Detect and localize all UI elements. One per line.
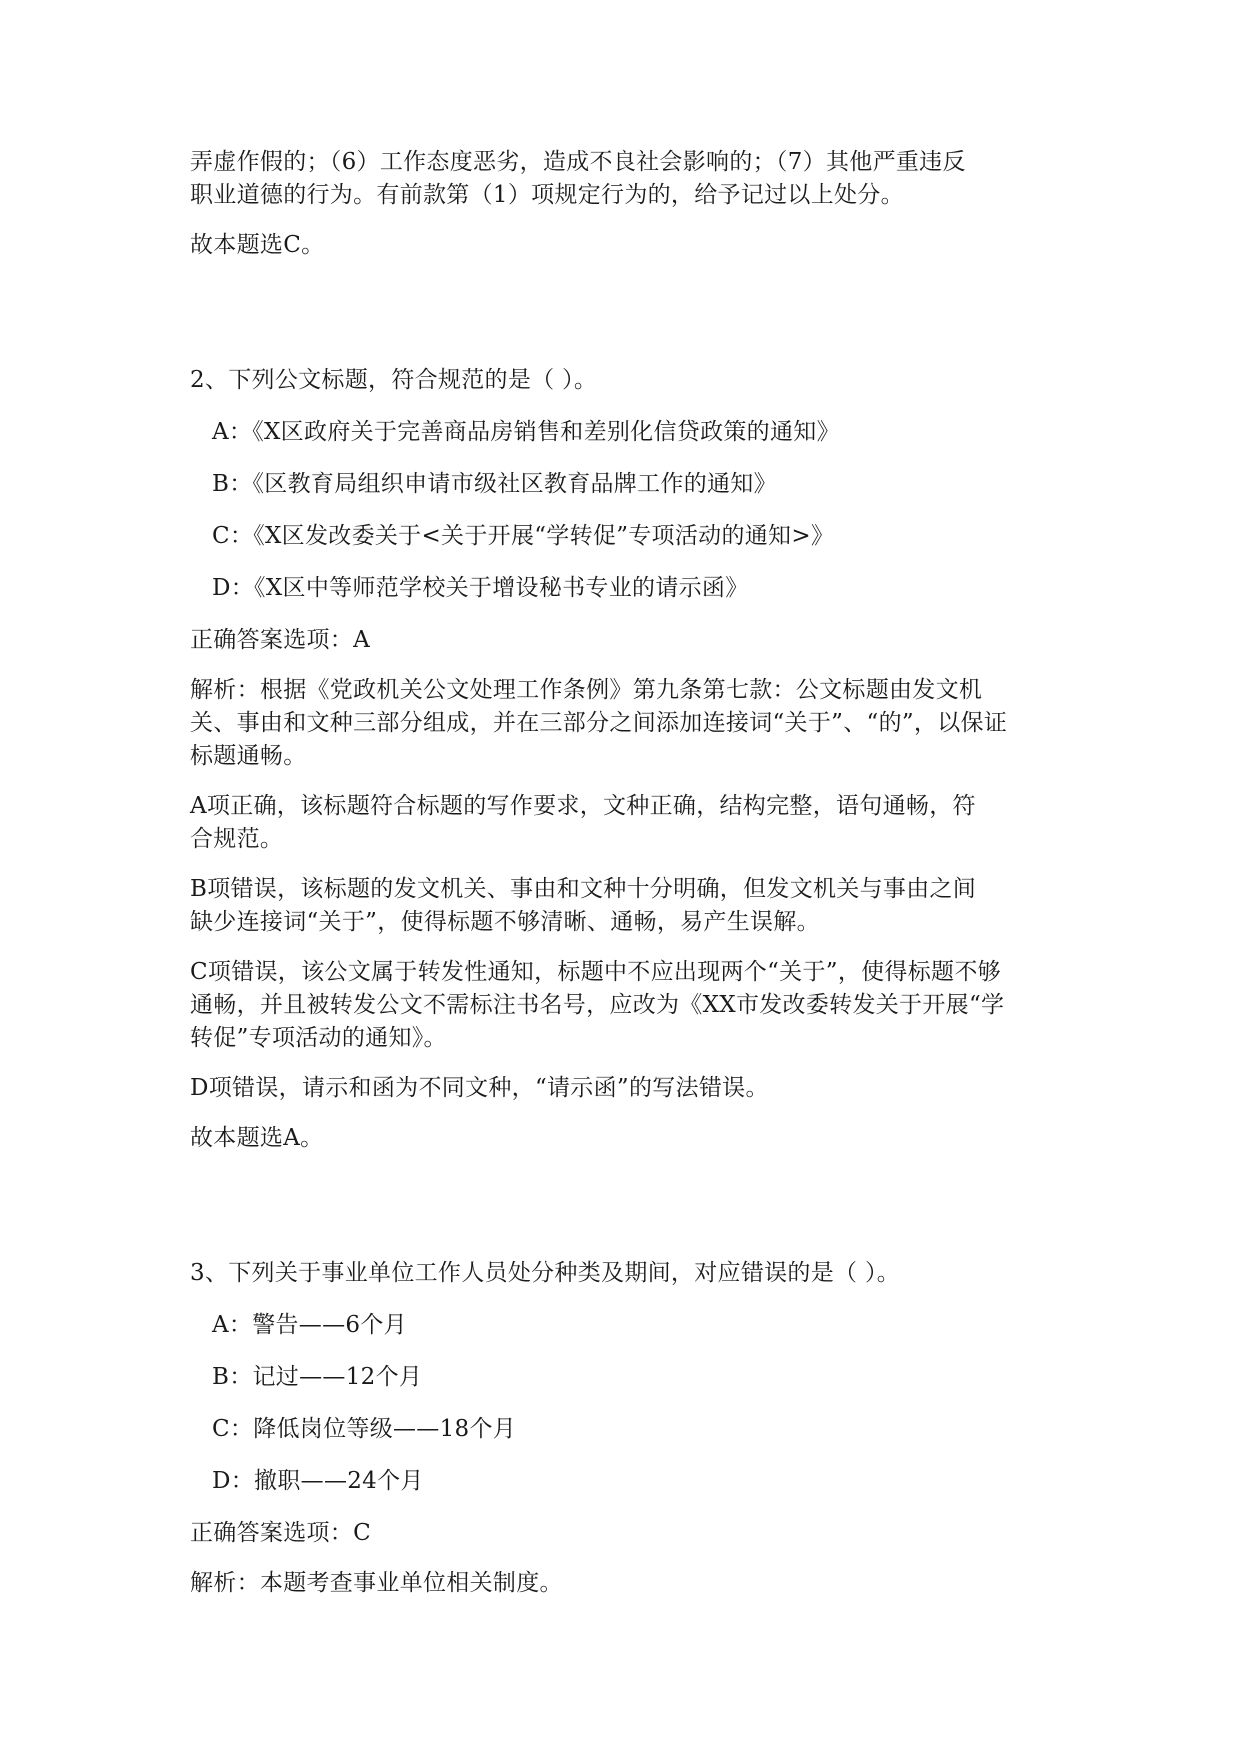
spacer — [190, 279, 1062, 364]
question-2-option-a: A：《X区政府关于完善商品房销售和差别化信贷政策的通知》 — [212, 419, 840, 445]
spacer — [190, 1172, 1062, 1257]
question-3-option-c: C：降低岗位等级——18个月 — [212, 1416, 517, 1442]
question-3-option-b: B：记过——12个月 — [212, 1364, 423, 1390]
question-3-option-d: D：撤职——24个月 — [212, 1468, 424, 1494]
question-2-analysis-d — [190, 1072, 1062, 1105]
question-2-conclusion: 故本题选A。 — [190, 1125, 324, 1151]
continuation-conclusion: 故本题选C。 — [190, 232, 325, 258]
question-2-analysis-c — [190, 956, 1062, 1055]
question-2-option-c: C：《X区发改委关于<关于开展“学转促”专项活动的通知>》 — [212, 523, 835, 549]
text-line: A项正确，该标题符合标题的写作要求，文种正确，结构完整，语句通畅，符 — [190, 793, 976, 819]
question-2-analysis-b — [190, 873, 1062, 939]
question-2-option-b: B：《区教育局组织申请市级社区教育品牌工作的通知》 — [212, 471, 777, 497]
text-line: B项错误，该标题的发文机关、事由和文种十分明确，但发文机关与事由之间 — [190, 876, 977, 902]
document-page — [190, 146, 1062, 1617]
question-3-option-a: A：警告——6个月 — [212, 1312, 407, 1338]
question-3-stem: 3、下列关于事业单位工作人员处分种类及期间，对应错误的是（ ）。 — [190, 1260, 901, 1286]
text-line: 合规范。 — [190, 826, 284, 852]
text-line: 缺少连接词“关于”，使得标题不够清晰、通畅，易产生误解。 — [190, 909, 820, 935]
text-line: 转促”专项活动的通知》。 — [190, 1025, 447, 1051]
text-line: 通畅，并且被转发公文不需标注书名号，应改为《XX市发改委转发关于开展“学 — [190, 992, 1005, 1018]
question-2-answer: 正确答案选项：A — [190, 627, 371, 653]
question-2-option-d: D：《X区中等师范学校关于增设秘书专业的请示函》 — [212, 575, 749, 601]
text-line: 关、事由和文种三部分组成，并在三部分之间添加连接词“关于”、“的”，以保证 — [190, 710, 1008, 736]
text-line: 解析：根据《党政机关公文处理工作条例》第九条第七款：公文标题由发文机 — [190, 677, 983, 703]
text-line: C项错误，该公文属于转发性通知，标题中不应出现两个“关于”，使得标题不够 — [190, 959, 1001, 985]
question-3-analysis: 解析：本题考查事业单位相关制度。 — [190, 1570, 563, 1596]
question-2-analysis-intro — [190, 674, 1062, 773]
question-2-stem: 2、下列公文标题，符合规范的是（ ）。 — [190, 367, 598, 393]
question-3-answer: 正确答案选项：C — [190, 1520, 371, 1546]
text-line: D项错误，请示和函为不同文种，“请示函”的写法错误。 — [190, 1075, 769, 1101]
question-2-analysis-a — [190, 790, 1062, 856]
text-line: 标题通畅。 — [190, 743, 307, 769]
text-line: 弄虚作假的；（6）工作态度恶劣，造成不良社会影响的；（7）其他严重违反 — [190, 149, 966, 175]
text-line: 职业道德的行为。有前款第（1）项规定行为的，给予记过以上处分。 — [190, 182, 904, 208]
continuation-paragraph — [190, 146, 1062, 212]
